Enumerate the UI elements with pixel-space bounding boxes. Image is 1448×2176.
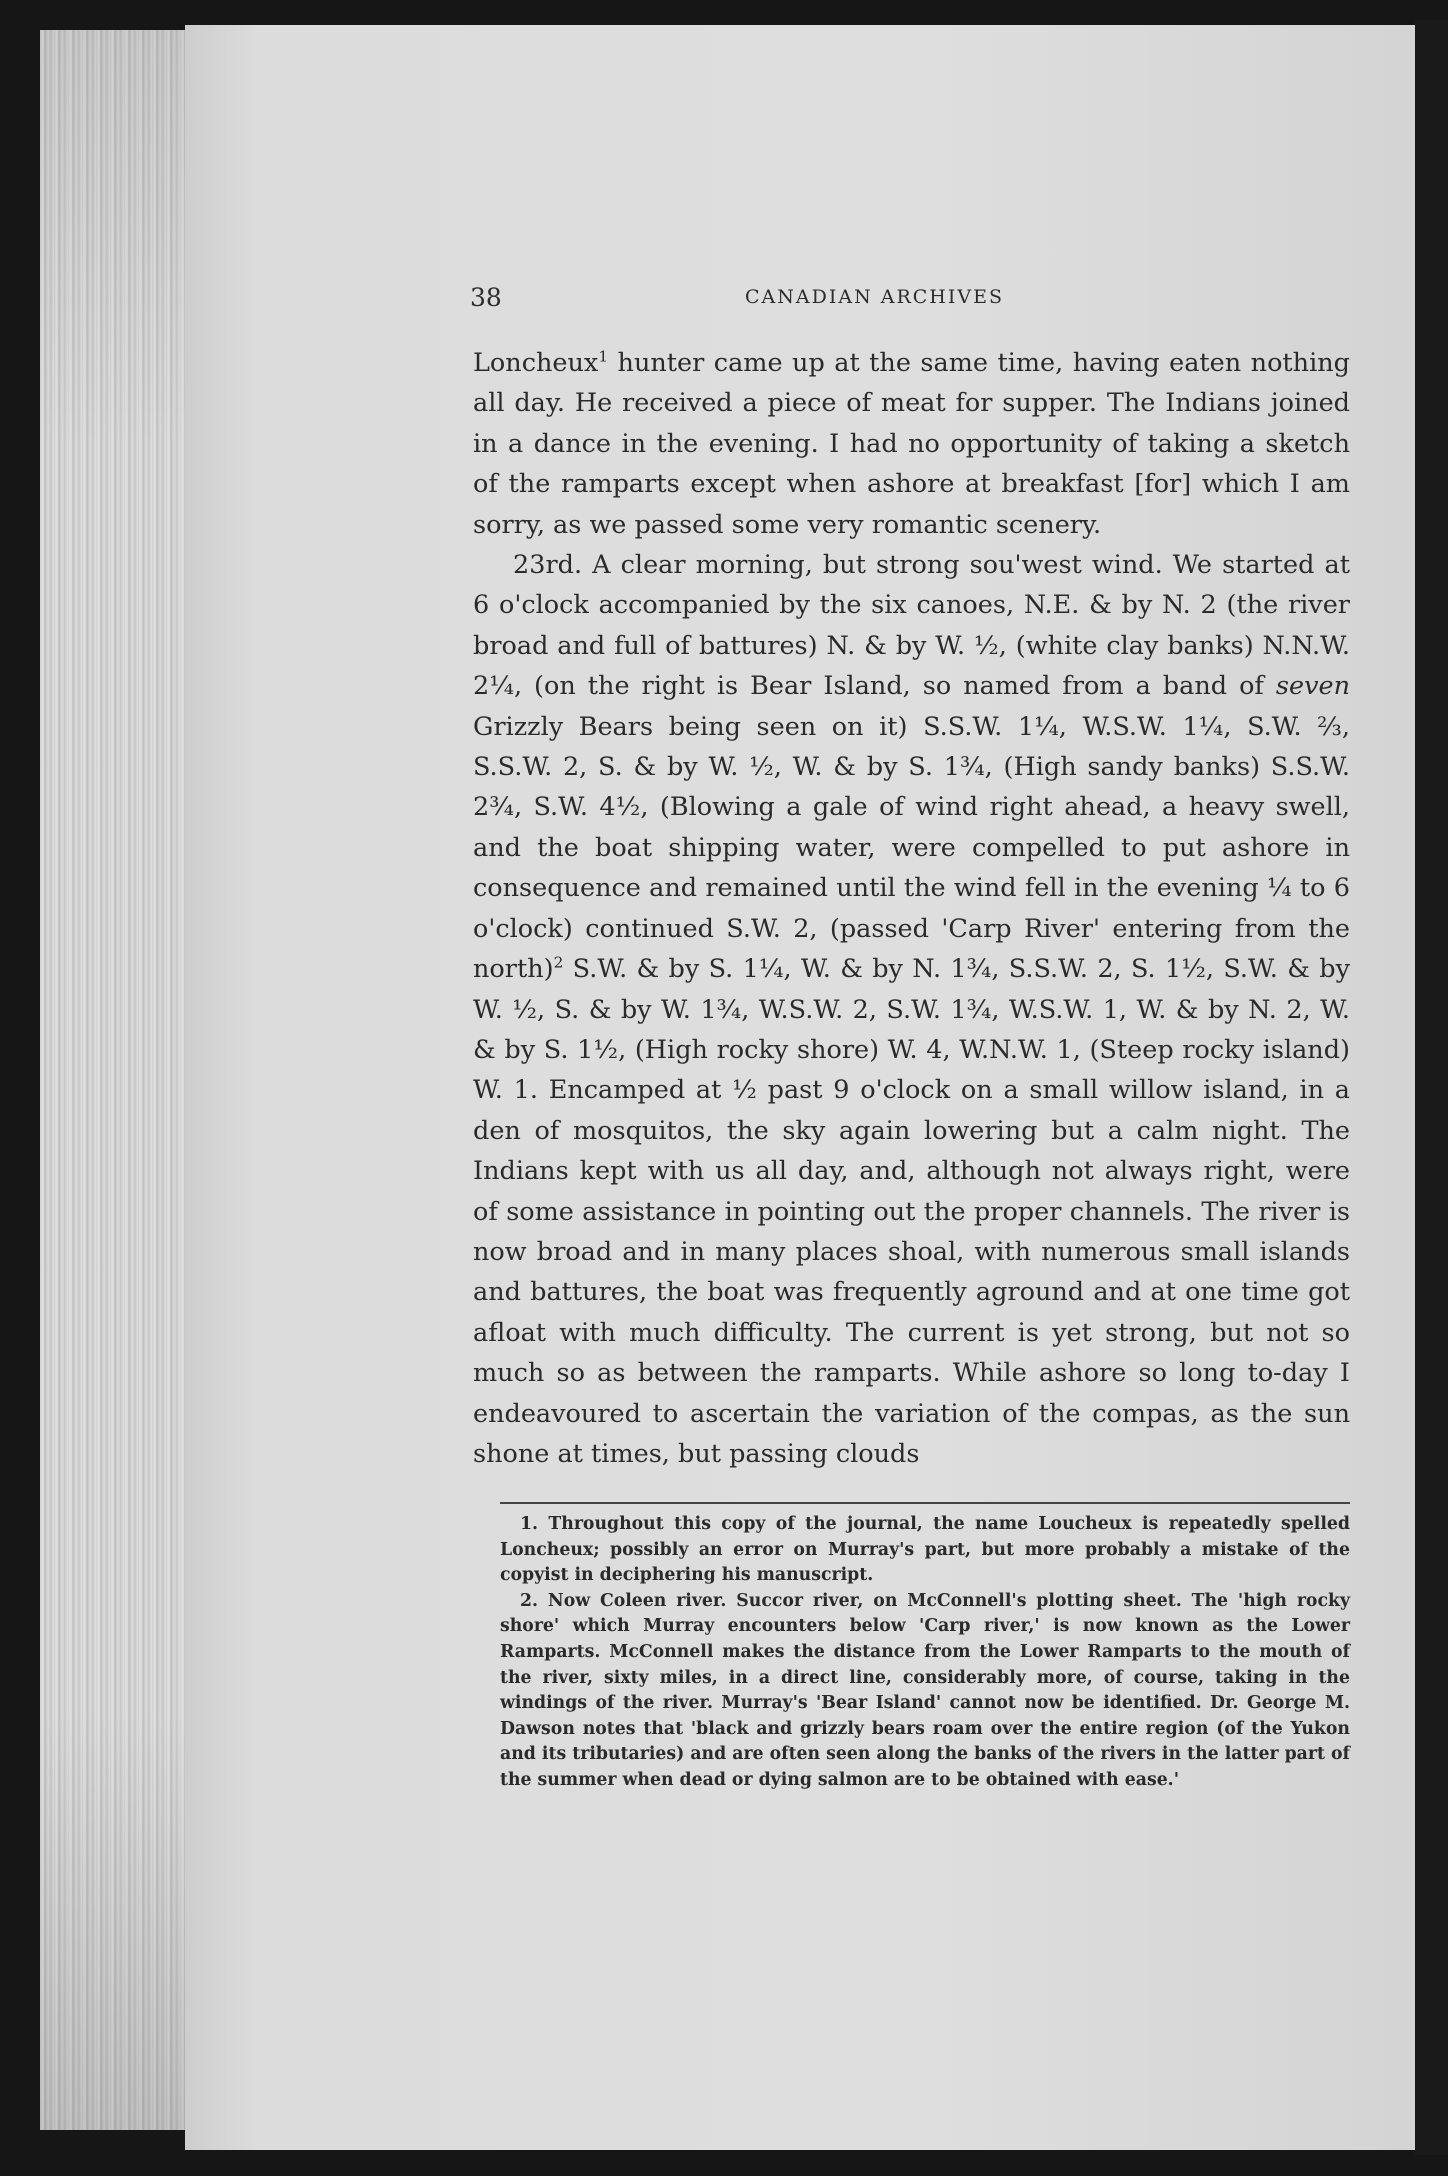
italic-text: seven (1275, 671, 1350, 702)
paragraph (473, 343, 1350, 545)
paragraph-text: S.W. & by S. 1¼, W. & by N. 1¾, S.S.W. 2, S. 1½, S.W. & by W. ½, S. & by W. 1¾, W.S.W. 2, S.W. 1¾, W.S.W. 1, W. & by N. 2, W. & by S. 1½, (High rocky shore) W. 4, W.N.W. 1, (Steep rocky island) W. 1. Encamped at ½ past 9 o'clock on a small willow island, in a den of mosquitos, the sky again lowering but a calm night. The Indians kept with us all day, and, although not always right, were of some assistance in pointing out the proper channels. The river is now broad and in many places shoal, with numerous small islands and battures, the boat was frequently aground and at one time got afloat with much difficulty. The current is yet strong, but not so much so as between the ramparts. While ashore so long to-day I endeavoured to ascertain the variation of the compas, as the sun shone at times, but passing clouds (473, 954, 1350, 1469)
footnote-reference: 2 (553, 953, 564, 972)
page-number: 38 (470, 283, 502, 312)
body-text (473, 343, 1350, 1474)
paragraph-text: Grizzly Bears being seen on it) S.S.W. 1¼, W.S.W. 1¼, S.W. ⅔, S.S.W. 2, S. & by W. ½, W. & by S. 1¾, (High sandy banks) S.S.W. 2¾, S.W. 4½, (Blowing a gale of wind right ahead, a heavy swell, and the boat shipping water, were compelled to put ashore in consequence and remained until the wind fell in the evening ¼ to 6 o'clock) continued S.W. 2, (passed 'Carp River' entering from the north) (473, 711, 1350, 985)
paragraph-text: hunter came up at the same time, having eaten nothing all day. He received a piece of meat for supper. The Indians joined in a dance in the evening. I had no opportunity of taking a sketch of the ramparts except when ashore at breakfast [for] which I am sorry, as we passed some very romantic scenery. (473, 348, 1350, 540)
paragraph-text: 23rd. A clear morning, but strong sou'west wind. We started at 6 o'clock accompanied by the six canoes, N.E. & by N. 2 (the river broad and full of battures) N. & by W. ½, (white clay banks) N.N.W. 2¼, (on the right is Bear Island, so named from a band of (473, 550, 1350, 702)
footnote-1: 1. Throughout this copy of the journal, the name Loucheux is repeatedly spelled Loncheux; possibly an error on Murray's part, but more probably a mistake of the copyist in deciphering his manuscript. (500, 1514, 1350, 1586)
footnote-reference: 1 (598, 347, 609, 366)
running-title: CANADIAN ARCHIVES (745, 286, 1004, 308)
footnote-2: 2. Now Coleen river. Succor river, on McConnell's plotting sheet. The 'high rocky shore' which Murray encounters below 'Carp river,' is now known as the Lower Ramparts. McConnell makes the distance from the Lower Ramparts to the mouth of the river, sixty miles, in a direct line, considerably more, of course, taking in the windings of the river. Murray's 'Bear Island' cannot now be identified. Dr. George M. Dawson notes that 'black and grizzly bears roam over the entire region (of the Yukon and its tributaries) and are often seen along the banks of the rivers in the latter part of the summer when dead or dying salmon are to be obtained with ease.' (500, 1590, 1350, 1790)
paragraph-lead: Loncheux (473, 348, 599, 378)
paragraph (473, 545, 1350, 1474)
footnotes (500, 1512, 1350, 1794)
book-page-edges (40, 30, 190, 2130)
book-right-edge (1415, 20, 1448, 2155)
footnote-divider (500, 1502, 1350, 1504)
running-head (470, 283, 1350, 323)
